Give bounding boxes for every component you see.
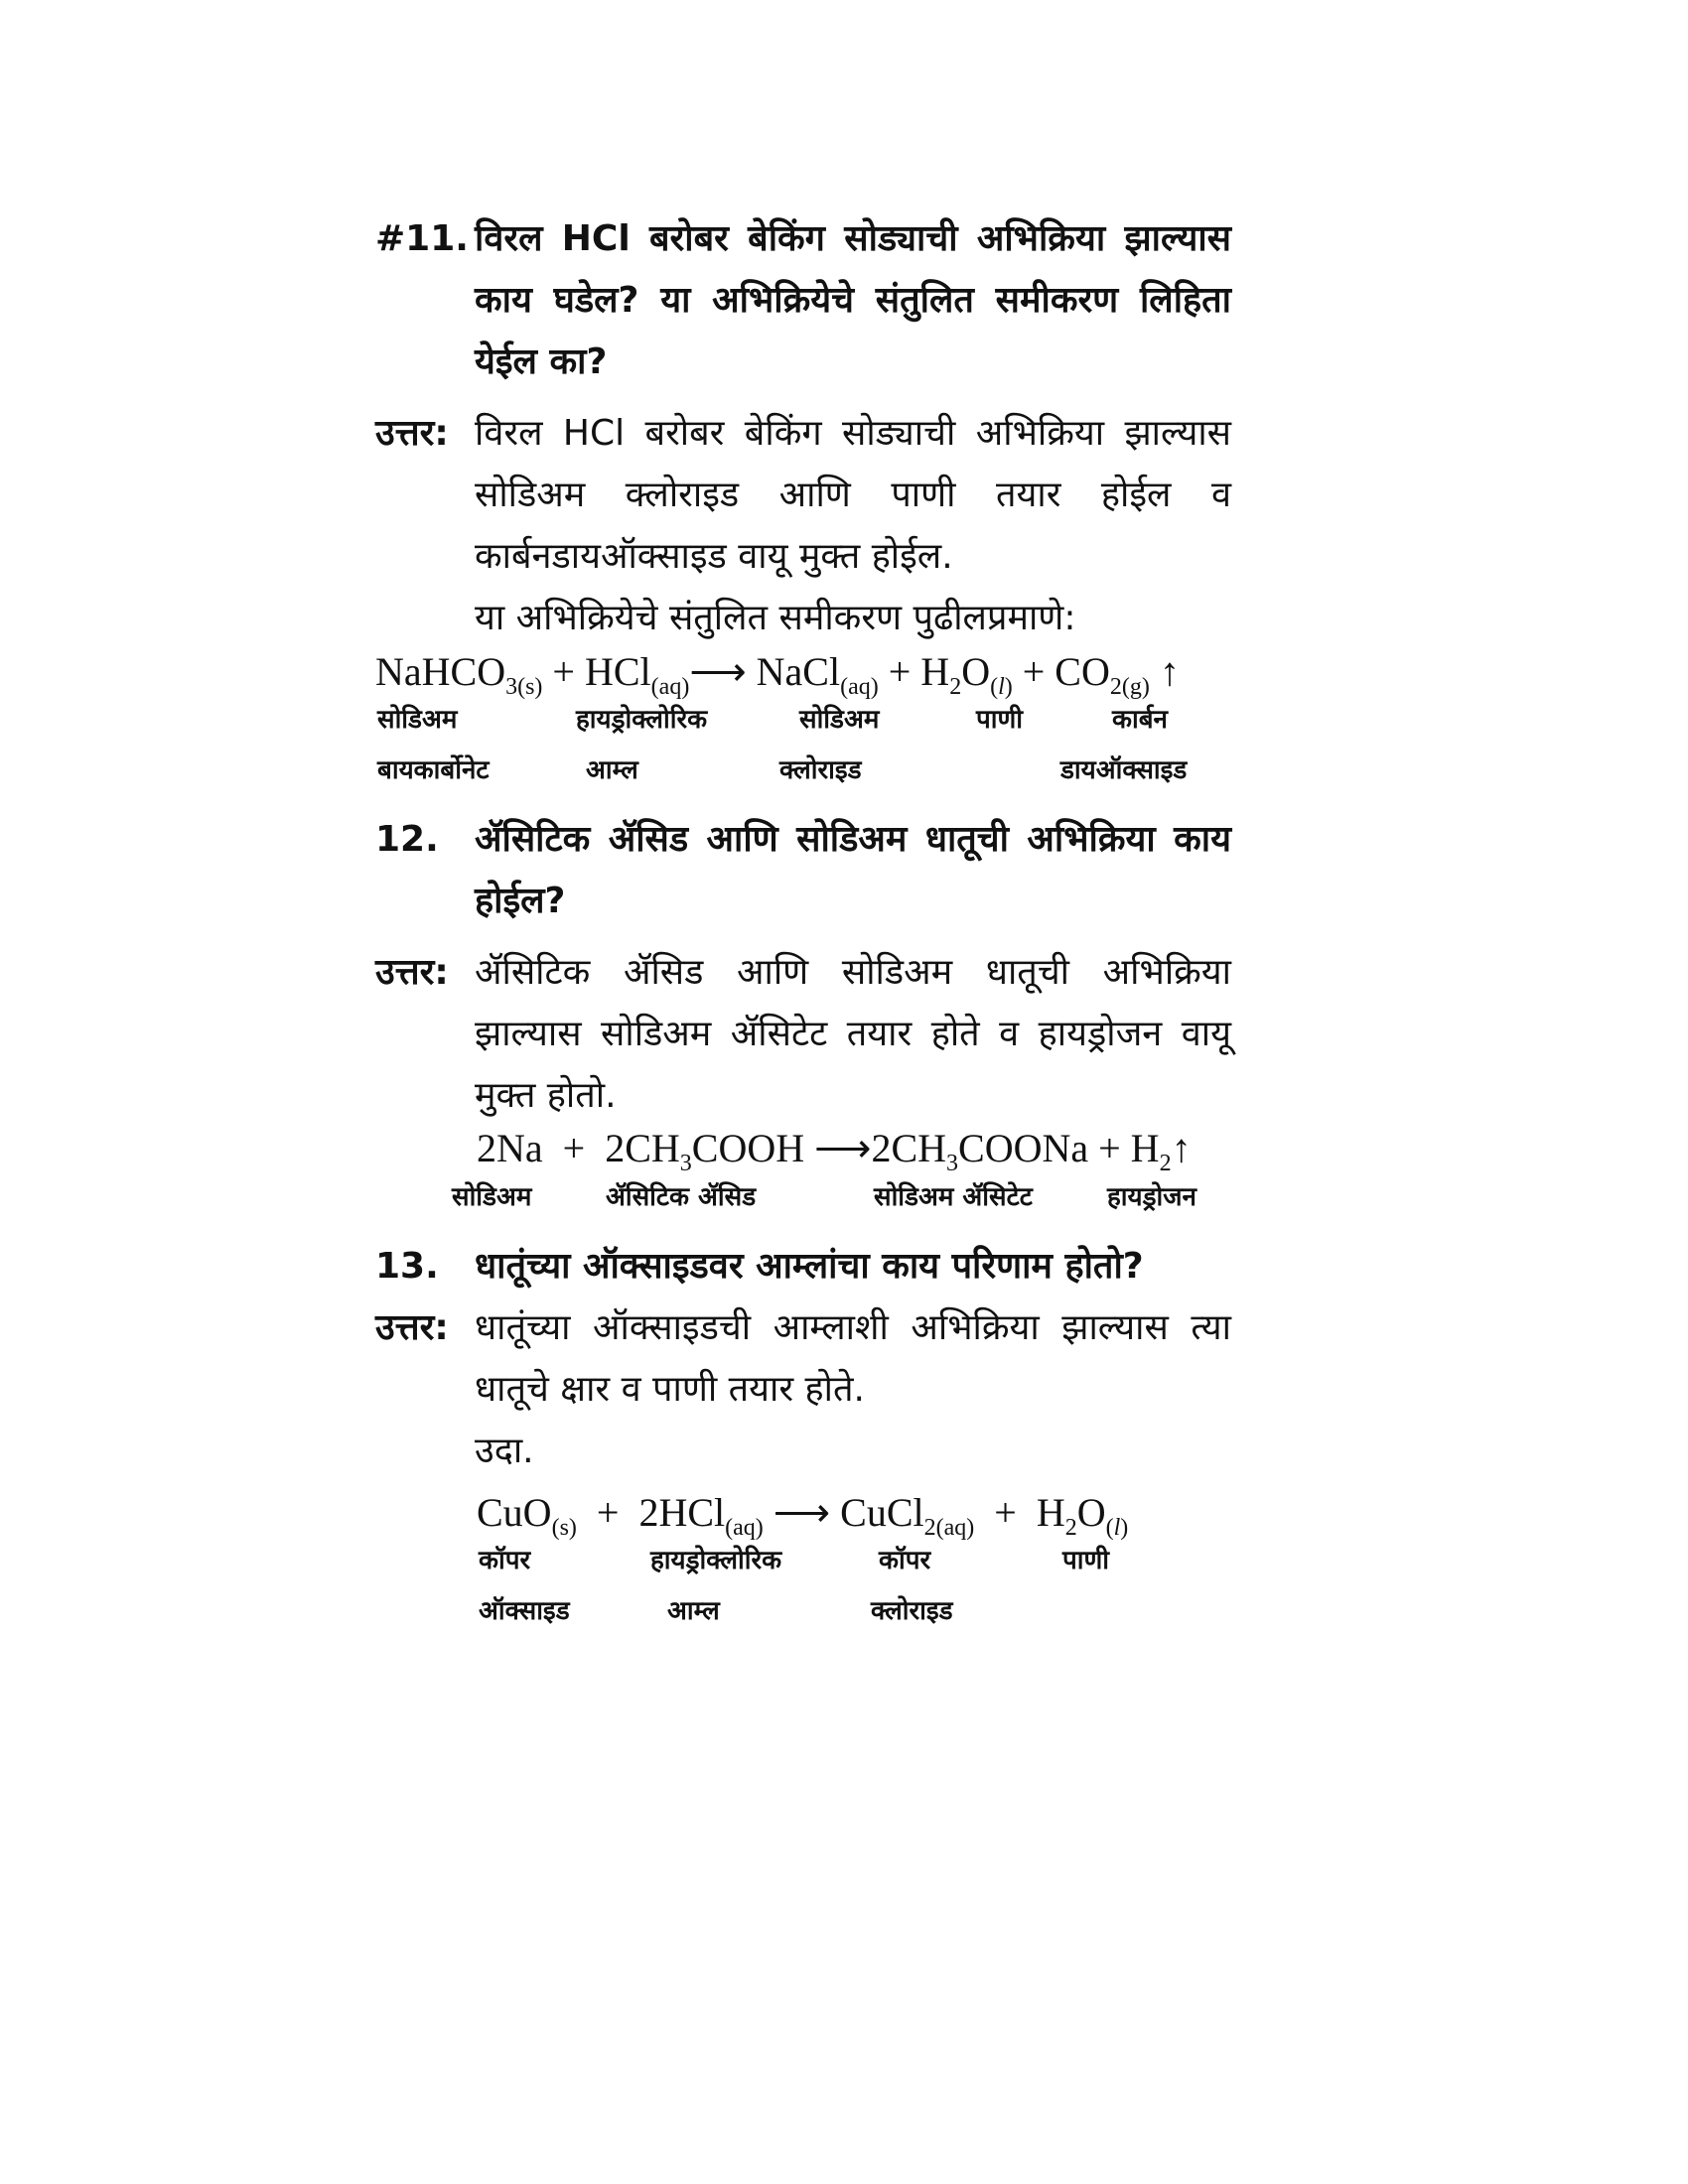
reactant-name: ऑक्साइड [479, 1596, 570, 1626]
product-name: पाणी [1062, 1546, 1110, 1575]
reactant-name: ॲसिटिक ॲसिड [606, 1182, 757, 1212]
reactant-name: हायड्रोक्लोरिक [650, 1546, 782, 1575]
product-name: क्लोराइड [871, 1596, 953, 1626]
question-text: विरल HCl बरोबर बेकिंग सोड्याची अभिक्रिया झाल्यास काय घडेल? या अभिक्रियेचे संतुलित समीकरण लिहिता येईल का? [475, 218, 1231, 382]
product-name: डायऑक्साइड [1060, 755, 1188, 785]
product-name: सोडिअम [799, 705, 880, 735]
question-text: ॲसिटिक ॲसिड आणि सोडिअम धातूची अभिक्रिया काय होईल? [475, 819, 1231, 921]
reactant-name: हायड्रोक्लोरिक [576, 705, 708, 735]
equation-q11: NaHCO$_{3(s)}$ + HCl$_{(aq)}$⟶ NaCl$_{(aq)}$ + $H_2O_{(l)} + CO_{2(g)}$ ↑ [375, 649, 1180, 700]
equation-q12: $2Na + 2CH_3COOH$ $⟶2CH_3COONa$ + $H_2↑$ [477, 1126, 1192, 1176]
reactant-name: आम्ल [586, 755, 638, 785]
reactant-name: आम्ल [667, 1596, 720, 1626]
answer-label: उत्तर: [375, 1307, 449, 1348]
product-name: कॉपर [879, 1546, 931, 1575]
product-name: क्लोराइड [779, 755, 862, 785]
product-name: पाणी [976, 705, 1024, 735]
question-number: #11. [375, 218, 469, 259]
reactant-name: सोडिअम [452, 1182, 532, 1212]
answer-label: उत्तर: [375, 413, 449, 454]
question-number: 12. [375, 819, 439, 860]
product-name: कार्बन [1112, 705, 1168, 735]
reactant-name: सोडिअम [377, 705, 458, 735]
question-12-block [375, 809, 1231, 1127]
question-text: धातूंच्या ऑक्साइडवर आम्लांचा काय परिणाम होतो? [475, 1246, 1144, 1287]
equation-q13: CuO$_{(s)}$ + 2HCl$_{(aq)}$ ⟶ CuCl$_{2(aq)}$ + $H_2O_{(l)}$ [477, 1490, 1129, 1541]
answer-text: धातूंच्या ऑक्साइडची आम्लाशी अभिक्रिया झाल्यास त्या धातूचे क्षार व पाणी तयार होते. [475, 1307, 1231, 1410]
question-13-block [375, 1236, 1231, 1482]
question-11-block [375, 208, 1231, 649]
example-label: उदा. [475, 1431, 534, 1471]
answer-label: उत्तर: [375, 952, 449, 993]
answer-text: विरल HCl बरोबर बेकिंग सोड्याची अभिक्रिया झाल्यास सोडिअम क्लोराइड आणि पाणी तयार होईल व कार्बनडायऑक्साइड वायू मुक्त होईल. [475, 413, 1231, 577]
product-name: हायड्रोजन [1107, 1182, 1196, 1212]
question-number: 13. [375, 1246, 439, 1287]
reactant-name: कॉपर [479, 1546, 531, 1575]
reactant-name: बायकार्बोनेट [377, 755, 490, 785]
equation-intro: या अभिक्रियेचे संतुलित समीकरण पुढीलप्रमाणे: [475, 598, 1076, 638]
answer-text: ॲसिटिक ॲसिड आणि सोडिअम धातूची अभिक्रिया झाल्यास सोडिअम ॲसिटेट तयार होते व हायड्रोजन वायू मुक्त होतो. [475, 952, 1231, 1116]
product-name: सोडिअम ॲसिटेट [874, 1182, 1033, 1212]
